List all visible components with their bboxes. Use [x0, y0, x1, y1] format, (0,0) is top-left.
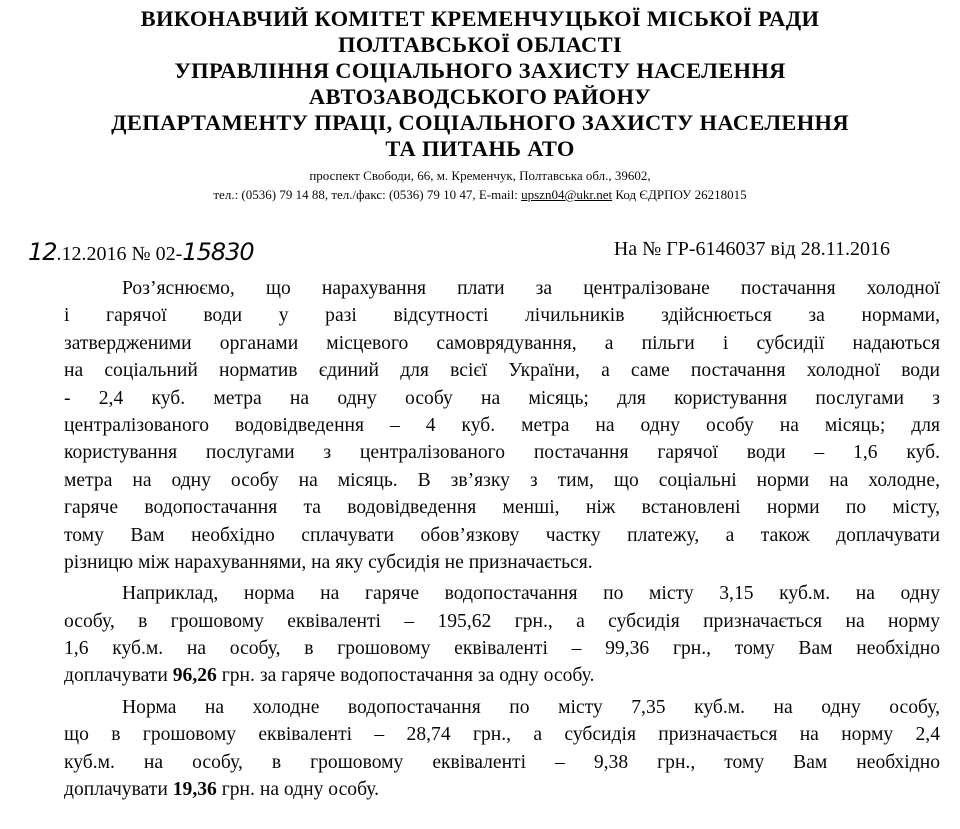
text: доплачувати [64, 779, 173, 801]
text-line: користування послугами з централізованого постачання гарячої води – 1,6 куб. [64, 442, 940, 464]
letterhead-line: ПОЛТАВСЬКОЇ ОБЛАСТІ [338, 32, 622, 57]
letterhead-line: ТА ПИТАНЬ АТО [385, 136, 575, 161]
paragraph-2 [64, 580, 940, 690]
letterhead-line: ДЕПАРТАМЕНТУ ПРАЦІ, СОЦІАЛЬНОГО ЗАХИСТУ НАСЕЛЕННЯ [111, 110, 849, 135]
reply-reference: На № ГР-6146037 від 28.11.2016 [613, 238, 890, 260]
text-line: різницю між нарахуваннями, на яку субсидія не призначається. [64, 551, 593, 573]
letter-body [64, 275, 940, 807]
phones: тел.: (0536) 79 14 88, тел./факс: (0536) 79 10 47, E-mail: [213, 187, 522, 202]
outgoing-number [28, 238, 254, 266]
text-line: тому Вам необхідно сплачувати обов’язкову частку платежу, а також доплачувати [64, 524, 940, 546]
handwritten-number: 15830 [182, 238, 254, 266]
text-line: Наприклад, норма на гаряче водопостачання по місту 3,15 куб.м. на одну [122, 583, 940, 605]
letterhead-line: УПРАВЛІННЯ СОЦІАЛЬНОГО ЗАХИСТУ НАСЕЛЕННЯ [174, 58, 786, 83]
amount-cold-water: 19,36 [172, 779, 217, 801]
text-line: на соціальний норматив єдиний для всієї України, а саме постачання холодної води [64, 360, 940, 382]
letterhead-line: ВИКОНАВЧИЙ КОМІТЕТ КРЕМЕНЧУЦЬКОЇ МІСЬКОЇ РАДИ [140, 6, 820, 31]
text-line: куб.м. на особу, в грошовому еквіваленті – 9,38 грн., тому Вам необхідно [64, 751, 940, 773]
edrpou-code: Код ЄДРПОУ 26218015 [612, 187, 747, 202]
amount-hot-water: 96,26 [172, 665, 217, 687]
text-line: Роз’яснюємо, що нарахування плати за централізоване постачання холодної [122, 278, 940, 299]
text-line: 1,6 куб.м. на особу, в грошовому еквіваленті – 99,36 грн., тому Вам необхідно [64, 638, 940, 660]
paragraph-3 [64, 694, 940, 804]
date-text: .12.2016 № 02- [56, 243, 183, 265]
text-line: і гарячої води у разі відсутності лічильників здійснюється за нормами, [64, 305, 940, 327]
text-line: затвердженими органами місцевого самоврядування, а пільги і субсидії надаються [64, 332, 940, 354]
text-line: особу, в грошовому еквіваленті – 195,62 грн., а субсидія призначається на норму [64, 610, 940, 632]
text-line: - 2,4 куб. метра на одну особу на місяць; для користування послугами з [64, 387, 940, 409]
address: проспект Свободи, 66, м. Кременчук, Полтавська обл., 39602, [309, 168, 651, 183]
text-line: метра на одну особу на місяць. В зв’язку з тим, що соціальні норми на холодне, [64, 469, 940, 491]
text-line: централізованого водовідведення – 4 куб. метра на одну особу на місяць; для [64, 414, 940, 436]
text: грн. за гаряче водопостачання за одну особу. [216, 665, 595, 687]
text-line: гаряче водопостачання та водовідведення менші, ніж встановлені норми по місту, [64, 497, 940, 519]
paragraph-1 [64, 275, 940, 576]
text-line [64, 776, 940, 803]
handwritten-day: 12 [28, 238, 57, 266]
reference-line [28, 238, 890, 266]
text-line [64, 662, 940, 689]
text-line: що в грошовому еквіваленті – 28,74 грн., а субсидія призначається на норму 2,4 [64, 724, 940, 746]
text: доплачувати [64, 665, 173, 687]
letterhead [0, 6, 960, 204]
contacts [0, 185, 960, 204]
text-line: Норма на холодне водопостачання по місту 7,35 куб.м. на одну особу, [122, 696, 940, 718]
letterhead-line: АВТОЗАВОДСЬКОГО РАЙОНУ [308, 84, 652, 109]
text: грн. на одну особу. [216, 779, 380, 801]
email-link[interactable]: upszn04@ukr.net [521, 187, 613, 202]
